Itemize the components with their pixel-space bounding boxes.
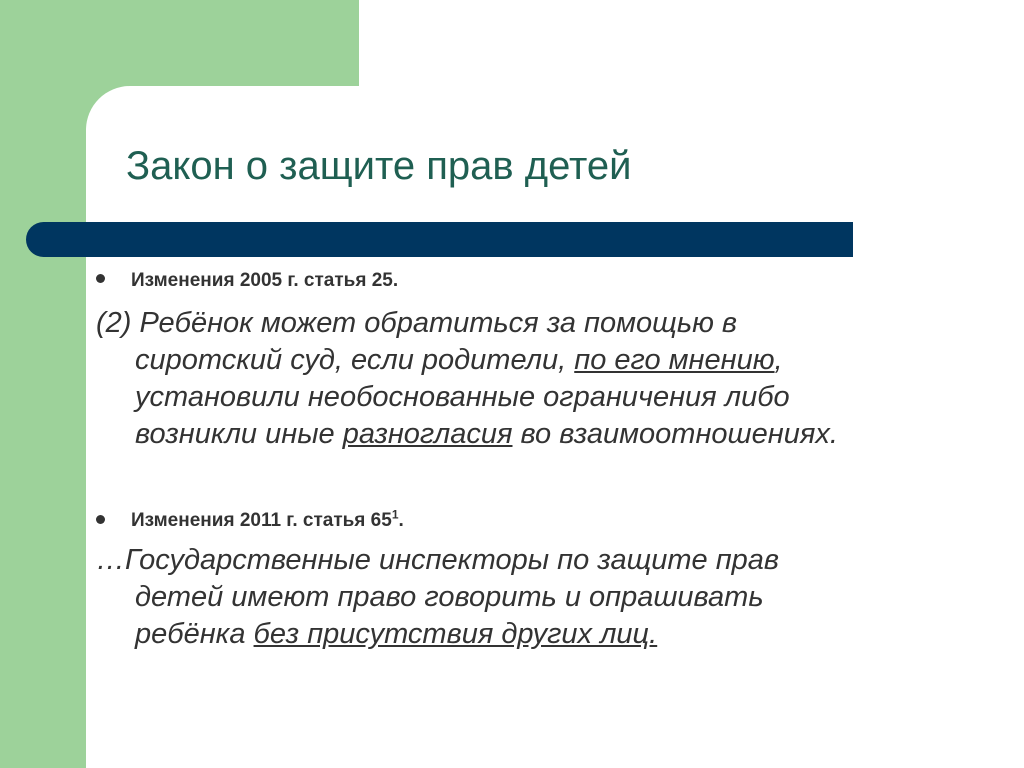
- text-line: …Государственные инспекторы по защите прав: [96, 544, 780, 576]
- underlined-phrase: разногласия: [342, 418, 513, 450]
- text-line: (2) Ребёнок может обратиться за помощью в: [96, 307, 738, 339]
- text-line: возникли иные разногласия во взаимоотношениях.: [135, 418, 838, 450]
- article-65-text: [96, 542, 996, 653]
- bullet-heading-2011: Изменения 2011 г. статья $65^1$.: [131, 508, 404, 532]
- text-line: сиротский суд, если родители, по его мнению,: [135, 344, 783, 376]
- bullet-heading-2005: Изменения 2005 г. статья 25.: [131, 270, 399, 291]
- text-line: ребёнка без присутствия других лиц.: [135, 618, 658, 650]
- green-side-band: [0, 0, 86, 768]
- text-line: детей имеют право говорить и опрашивать: [135, 581, 764, 613]
- bullet-icon: [96, 515, 105, 524]
- article-25-text: [96, 305, 996, 453]
- bullet-item-2005: [96, 270, 398, 292]
- title-divider-bar: [26, 222, 853, 257]
- text-line: установили необоснованные ограничения либо: [135, 381, 790, 413]
- underlined-phrase: по его мнению: [574, 344, 775, 376]
- underlined-phrase: без присутствия других лиц.: [253, 618, 658, 650]
- slide-title: Закон о защите прав детей: [126, 144, 632, 188]
- bullet-icon: [96, 274, 105, 283]
- bullet-item-2011: [96, 508, 404, 532]
